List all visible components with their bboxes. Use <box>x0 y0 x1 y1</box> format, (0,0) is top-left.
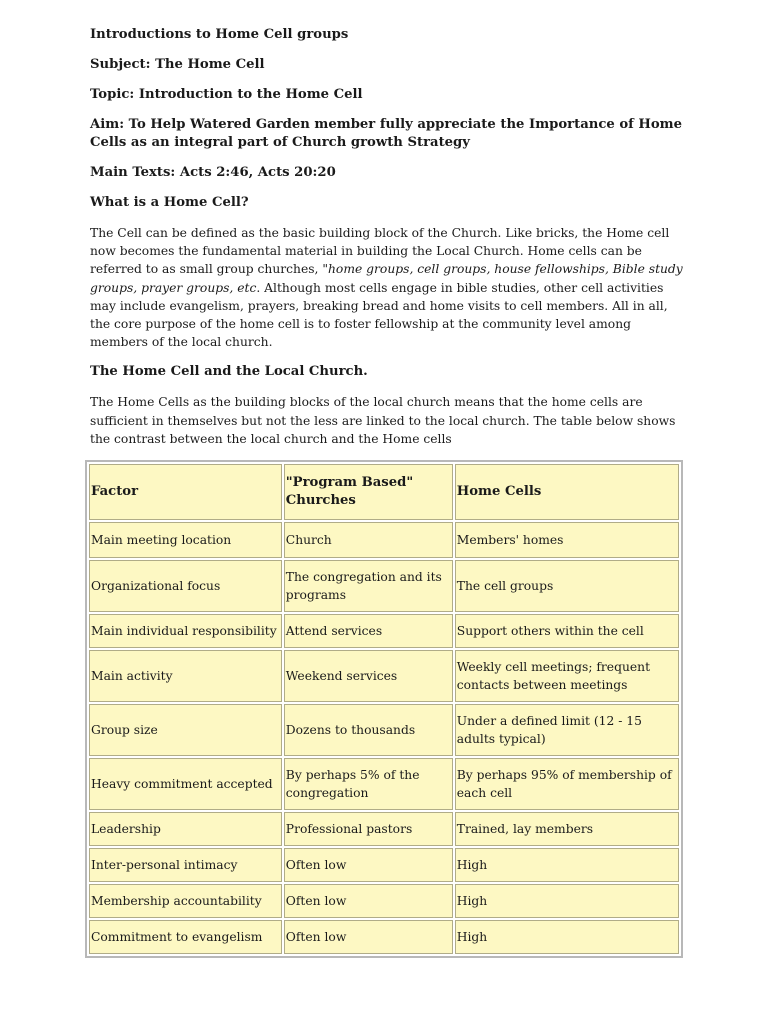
table-row <box>89 522 679 558</box>
document-title: Introductions to Home Cell groups <box>90 27 349 42</box>
table-cell: The congregation and its programs <box>284 560 453 612</box>
table-cell: Membership accountability <box>89 884 282 918</box>
table-row <box>89 812 679 846</box>
table-cell: Inter-personal intimacy <box>89 848 282 882</box>
aim-line: Aim: To Help Watered Garden member fully appreciate the Importance of Home Cells as an integral part of Church growth Strategy <box>90 117 683 150</box>
header-cell-program-based: "Program Based" Churches <box>284 464 453 520</box>
table-row <box>89 704 679 756</box>
header-cell-factor: Factor <box>89 464 282 520</box>
table-cell: Support others within the cell <box>455 614 679 648</box>
table-row <box>89 884 679 918</box>
topic-line: Topic: Introduction to the Home Cell <box>90 87 363 102</box>
table-cell: Dozens to thousands <box>284 704 453 756</box>
table-cell: Main meeting location <box>89 522 282 558</box>
local-church-paragraph: The Home Cells as the building blocks of the local church means that the home cells are sufficient in themselves but not the less are linked to the local church. The table below shows the contrast between the local church and the Home cells <box>90 395 676 446</box>
table-row <box>89 650 679 702</box>
table-cell: Commitment to evangelism <box>89 920 282 954</box>
table-cell: Weekend services <box>284 650 453 702</box>
comparison-table <box>85 460 683 958</box>
table-cell: By perhaps 5% of the congregation <box>284 758 453 810</box>
table-cell: The cell groups <box>455 560 679 612</box>
table-cell: High <box>455 920 679 954</box>
table-cell: Professional pastors <box>284 812 453 846</box>
table-cell: High <box>455 884 679 918</box>
table-cell: Organizational focus <box>89 560 282 612</box>
table-header-row <box>89 464 679 520</box>
header-cell-home-cells: Home Cells <box>455 464 679 520</box>
table-cell: Often low <box>284 848 453 882</box>
section-heading-local-church: The Home Cell and the Local Church. <box>90 364 368 380</box>
document-body <box>90 26 690 958</box>
table-cell: Heavy commitment accepted <box>89 758 282 810</box>
table-cell: Attend services <box>284 614 453 648</box>
table-row <box>89 920 679 954</box>
table-cell: Leadership <box>89 812 282 846</box>
definition-italic-examples: home groups, cell groups, house fellowships, Bible study groups, prayer groups, etc <box>90 262 683 295</box>
table-cell: Main activity <box>89 650 282 702</box>
table-row <box>89 848 679 882</box>
table-cell: Often low <box>284 884 453 918</box>
main-texts-line: Main Texts: Acts 2:46, Acts 20:20 <box>90 165 336 180</box>
table-cell: Members' homes <box>455 522 679 558</box>
table-row <box>89 758 679 810</box>
table-cell: Trained, lay members <box>455 812 679 846</box>
table-cell: By perhaps 95% of membership of each cell <box>455 758 679 810</box>
table-row <box>89 560 679 612</box>
section-heading-what-is: What is a Home Cell? <box>90 195 249 210</box>
table-cell: High <box>455 848 679 882</box>
table-cell: Often low <box>284 920 453 954</box>
table-cell: Weekly cell meetings; frequent contacts between meetings <box>455 650 679 702</box>
table-row <box>89 614 679 648</box>
table-cell: Group size <box>89 704 282 756</box>
subject-line: Subject: The Home Cell <box>90 57 265 72</box>
definition-text-end: . Although most cells engage in bible studies, other cell activities may include evangelism, prayers, breaking bread and home visits to cell members. All in all, the core purpose of the home cell is to foster fellowship at the community level among members of the local church. <box>90 280 668 350</box>
definition-text-start: The Cell can be defined as the basic building block of the Church. Like bricks, the Home cell now becomes the fundamental material in building the Local Church. Home cells can be referred to as small group churches, " <box>90 226 670 277</box>
definition-paragraph <box>90 224 690 351</box>
table-cell: Main individual responsibility <box>89 614 282 648</box>
table-cell: Under a defined limit (12 - 15 adults typical) <box>455 704 679 756</box>
table-cell: Church <box>284 522 453 558</box>
